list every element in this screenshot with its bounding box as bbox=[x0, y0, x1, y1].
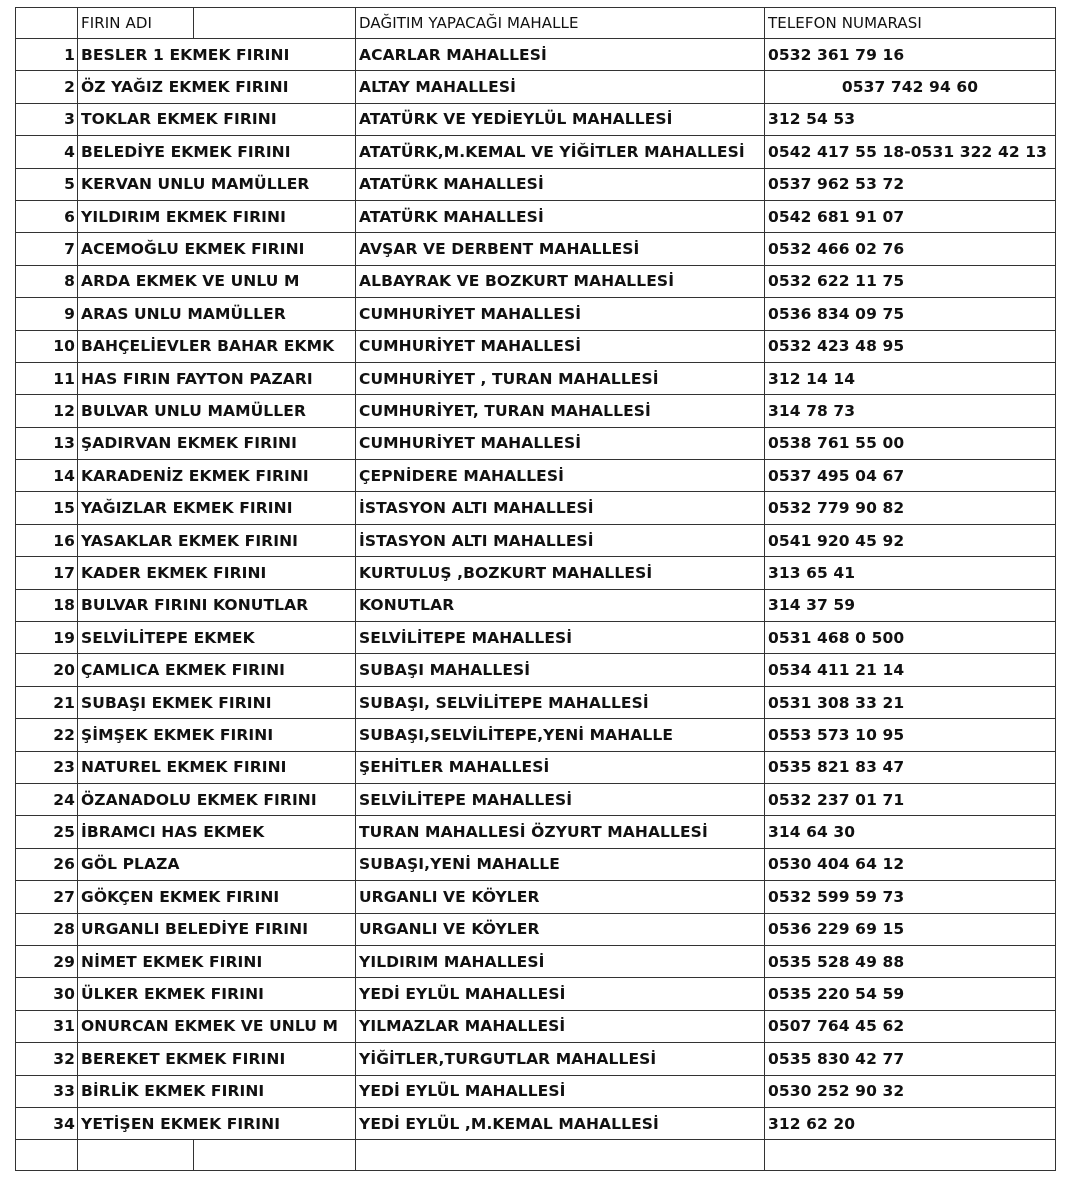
district-name: CUMHURİYET MAHALLESİ bbox=[356, 427, 765, 459]
phone-number: 312 62 20 bbox=[765, 1107, 1056, 1139]
phone-number: 313 65 41 bbox=[765, 557, 1056, 589]
table-row bbox=[16, 233, 1056, 265]
table-row bbox=[16, 589, 1056, 621]
phone-number: 0531 468 0 500 bbox=[765, 622, 1056, 654]
bakery-name: ARAS UNLU MAMÜLLER bbox=[78, 298, 356, 330]
district-name: YILMAZLAR MAHALLESİ bbox=[356, 1010, 765, 1042]
row-number: 1 bbox=[16, 39, 78, 71]
phone-number: 0542 417 55 18-0531 322 42 13 bbox=[765, 136, 1056, 168]
phone-number: 0535 830 42 77 bbox=[765, 1043, 1056, 1075]
bakery-name: KARADENİZ EKMEK FIRINI bbox=[78, 460, 356, 492]
district-name: SUBAŞI,YENİ MAHALLE bbox=[356, 848, 765, 880]
bakery-name: HAS FIRIN FAYTON PAZARI bbox=[78, 362, 356, 394]
district-name: CUMHURİYET MAHALLESİ bbox=[356, 330, 765, 362]
phone-number: 314 37 59 bbox=[765, 589, 1056, 621]
phone-number: 312 54 53 bbox=[765, 103, 1056, 135]
bakery-name: URGANLI BELEDİYE FIRINI bbox=[78, 913, 356, 945]
district-name: KURTULUŞ ,BOZKURT MAHALLESİ bbox=[356, 557, 765, 589]
phone-number: 0538 761 55 00 bbox=[765, 427, 1056, 459]
bakery-name: BİRLİK EKMEK FIRINI bbox=[78, 1075, 356, 1107]
row-number: 28 bbox=[16, 913, 78, 945]
row-number: 24 bbox=[16, 783, 78, 815]
table-row bbox=[16, 492, 1056, 524]
phone-number: 0535 528 49 88 bbox=[765, 945, 1056, 977]
district-name: URGANLI VE KÖYLER bbox=[356, 881, 765, 913]
district-name: KONUTLAR bbox=[356, 589, 765, 621]
empty-cell bbox=[356, 1140, 765, 1171]
district-name: ALTAY MAHALLESİ bbox=[356, 71, 765, 103]
district-name: YEDİ EYLÜL MAHALLESİ bbox=[356, 978, 765, 1010]
district-name: ÇEPNİDERE MAHALLESİ bbox=[356, 460, 765, 492]
row-number: 5 bbox=[16, 168, 78, 200]
phone-number: 0532 361 79 16 bbox=[765, 39, 1056, 71]
table-row bbox=[16, 362, 1056, 394]
table-row bbox=[16, 783, 1056, 815]
row-number: 16 bbox=[16, 524, 78, 556]
row-number: 7 bbox=[16, 233, 78, 265]
row-number: 15 bbox=[16, 492, 78, 524]
phone-number: 312 14 14 bbox=[765, 362, 1056, 394]
bakery-name: GÖL PLAZA bbox=[78, 848, 356, 880]
row-number: 25 bbox=[16, 816, 78, 848]
table-row bbox=[16, 39, 1056, 71]
phone-number: 0536 229 69 15 bbox=[765, 913, 1056, 945]
table-row bbox=[16, 136, 1056, 168]
empty-cell bbox=[16, 1140, 78, 1171]
phone-number: 0507 764 45 62 bbox=[765, 1010, 1056, 1042]
row-number: 20 bbox=[16, 654, 78, 686]
bakery-name: NATUREL EKMEK FIRINI bbox=[78, 751, 356, 783]
empty-row bbox=[16, 1140, 1056, 1171]
table-row bbox=[16, 945, 1056, 977]
district-name: YİĞİTLER,TURGUTLAR MAHALLESİ bbox=[356, 1043, 765, 1075]
district-name: ACARLAR MAHALLESİ bbox=[356, 39, 765, 71]
header-empty-cell bbox=[194, 8, 356, 39]
bakery-name: BULVAR FIRINI KONUTLAR bbox=[78, 589, 356, 621]
table-row bbox=[16, 265, 1056, 297]
table-row bbox=[16, 978, 1056, 1010]
phone-number: 0542 681 91 07 bbox=[765, 200, 1056, 232]
row-number: 12 bbox=[16, 395, 78, 427]
empty-cell bbox=[194, 1140, 356, 1171]
row-number: 29 bbox=[16, 945, 78, 977]
row-number: 33 bbox=[16, 1075, 78, 1107]
table-row bbox=[16, 460, 1056, 492]
table-row bbox=[16, 816, 1056, 848]
district-name: CUMHURİYET , TURAN MAHALLESİ bbox=[356, 362, 765, 394]
table-row bbox=[16, 881, 1056, 913]
empty-cell bbox=[765, 1140, 1056, 1171]
phone-number: 0535 821 83 47 bbox=[765, 751, 1056, 783]
header-number-cell bbox=[16, 8, 78, 39]
row-number: 18 bbox=[16, 589, 78, 621]
bakery-name: YAĞIZLAR EKMEK FIRINI bbox=[78, 492, 356, 524]
district-name: ATATÜRK VE YEDİEYLÜL MAHALLESİ bbox=[356, 103, 765, 135]
bakery-name: YETİŞEN EKMEK FIRINI bbox=[78, 1107, 356, 1139]
bakery-name: ARDA EKMEK VE UNLU M bbox=[78, 265, 356, 297]
row-number: 22 bbox=[16, 719, 78, 751]
bakery-table bbox=[15, 7, 1056, 1171]
table-row bbox=[16, 719, 1056, 751]
table-row bbox=[16, 1075, 1056, 1107]
bakery-name: ACEMOĞLU EKMEK FIRINI bbox=[78, 233, 356, 265]
district-name: YILDIRIM MAHALLESİ bbox=[356, 945, 765, 977]
bakery-name: KADER EKMEK FIRINI bbox=[78, 557, 356, 589]
row-number: 17 bbox=[16, 557, 78, 589]
table-row bbox=[16, 654, 1056, 686]
district-name: ATATÜRK MAHALLESİ bbox=[356, 200, 765, 232]
header-district-cell: DAĞITIM YAPACAĞI MAHALLE bbox=[356, 8, 765, 39]
district-name: CUMHURİYET MAHALLESİ bbox=[356, 298, 765, 330]
table-row bbox=[16, 686, 1056, 718]
row-number: 19 bbox=[16, 622, 78, 654]
bakery-name: ÖZ YAĞIZ EKMEK FIRINI bbox=[78, 71, 356, 103]
phone-number: 0530 252 90 32 bbox=[765, 1075, 1056, 1107]
table-row bbox=[16, 395, 1056, 427]
district-name: CUMHURİYET, TURAN MAHALLESİ bbox=[356, 395, 765, 427]
table-row bbox=[16, 1010, 1056, 1042]
row-number: 30 bbox=[16, 978, 78, 1010]
phone-number: 0532 599 59 73 bbox=[765, 881, 1056, 913]
phone-number: 0537 495 04 67 bbox=[765, 460, 1056, 492]
row-number: 6 bbox=[16, 200, 78, 232]
table-row bbox=[16, 848, 1056, 880]
district-name: İSTASYON ALTI MAHALLESİ bbox=[356, 524, 765, 556]
phone-number: 0531 308 33 21 bbox=[765, 686, 1056, 718]
row-number: 21 bbox=[16, 686, 78, 718]
row-number: 2 bbox=[16, 71, 78, 103]
bakery-name: KERVAN UNLU MAMÜLLER bbox=[78, 168, 356, 200]
district-name: SUBAŞI,SELVİLİTEPE,YENİ MAHALLE bbox=[356, 719, 765, 751]
table-row bbox=[16, 103, 1056, 135]
table-row bbox=[16, 622, 1056, 654]
district-name: YEDİ EYLÜL ,M.KEMAL MAHALLESİ bbox=[356, 1107, 765, 1139]
district-name: SELVİLİTEPE MAHALLESİ bbox=[356, 622, 765, 654]
bakery-name: ÜLKER EKMEK FIRINI bbox=[78, 978, 356, 1010]
table-row bbox=[16, 71, 1056, 103]
bakery-name: ONURCAN EKMEK VE UNLU M bbox=[78, 1010, 356, 1042]
district-name: SUBAŞI, SELVİLİTEPE MAHALLESİ bbox=[356, 686, 765, 718]
table-body bbox=[16, 8, 1056, 1171]
bakery-name: BEREKET EKMEK FIRINI bbox=[78, 1043, 356, 1075]
table-row bbox=[16, 330, 1056, 362]
row-number: 27 bbox=[16, 881, 78, 913]
row-number: 3 bbox=[16, 103, 78, 135]
bakery-name: GÖKÇEN EKMEK FIRINI bbox=[78, 881, 356, 913]
phone-number: 0541 920 45 92 bbox=[765, 524, 1056, 556]
phone-number: 314 64 30 bbox=[765, 816, 1056, 848]
row-number: 4 bbox=[16, 136, 78, 168]
row-number: 13 bbox=[16, 427, 78, 459]
bakery-name: ÇAMLICA EKMEK FIRINI bbox=[78, 654, 356, 686]
district-name: ALBAYRAK VE BOZKURT MAHALLESİ bbox=[356, 265, 765, 297]
phone-number: 0532 423 48 95 bbox=[765, 330, 1056, 362]
phone-number: 0536 834 09 75 bbox=[765, 298, 1056, 330]
table-row bbox=[16, 1043, 1056, 1075]
row-number: 11 bbox=[16, 362, 78, 394]
phone-number: 0532 466 02 76 bbox=[765, 233, 1056, 265]
bakery-name: İBRAMCI HAS EKMEK bbox=[78, 816, 356, 848]
bakery-name: SELVİLİTEPE EKMEK bbox=[78, 622, 356, 654]
district-name: SELVİLİTEPE MAHALLESİ bbox=[356, 783, 765, 815]
district-name: ŞEHİTLER MAHALLESİ bbox=[356, 751, 765, 783]
header-row bbox=[16, 8, 1056, 39]
bakery-name: YILDIRIM EKMEK FIRINI bbox=[78, 200, 356, 232]
bakery-name: ŞİMŞEK EKMEK FIRINI bbox=[78, 719, 356, 751]
bakery-name: BULVAR UNLU MAMÜLLER bbox=[78, 395, 356, 427]
district-name: ATATÜRK MAHALLESİ bbox=[356, 168, 765, 200]
table-row bbox=[16, 557, 1056, 589]
bakery-name: ÖZANADOLU EKMEK FIRINI bbox=[78, 783, 356, 815]
table-row bbox=[16, 200, 1056, 232]
bakery-name: BAHÇELİEVLER BAHAR EKMK bbox=[78, 330, 356, 362]
bakery-name: SUBAŞI EKMEK FIRINI bbox=[78, 686, 356, 718]
row-number: 8 bbox=[16, 265, 78, 297]
row-number: 23 bbox=[16, 751, 78, 783]
district-name: ATATÜRK,M.KEMAL VE YİĞİTLER MAHALLESİ bbox=[356, 136, 765, 168]
district-name: TURAN MAHALLESİ ÖZYURT MAHALLESİ bbox=[356, 816, 765, 848]
district-name: İSTASYON ALTI MAHALLESİ bbox=[356, 492, 765, 524]
district-name: AVŞAR VE DERBENT MAHALLESİ bbox=[356, 233, 765, 265]
row-number: 26 bbox=[16, 848, 78, 880]
phone-number: 0532 237 01 71 bbox=[765, 783, 1056, 815]
district-name: SUBAŞI MAHALLESİ bbox=[356, 654, 765, 686]
phone-number: 0532 622 11 75 bbox=[765, 265, 1056, 297]
phone-number: 0553 573 10 95 bbox=[765, 719, 1056, 751]
header-name-cell: FIRIN ADI bbox=[78, 8, 194, 39]
district-name: YEDİ EYLÜL MAHALLESİ bbox=[356, 1075, 765, 1107]
phone-number: 0537 962 53 72 bbox=[765, 168, 1056, 200]
bakery-name: YASAKLAR EKMEK FIRINI bbox=[78, 524, 356, 556]
row-number: 34 bbox=[16, 1107, 78, 1139]
phone-number: 0535 220 54 59 bbox=[765, 978, 1056, 1010]
phone-number: 0537 742 94 60 bbox=[765, 71, 1056, 103]
row-number: 31 bbox=[16, 1010, 78, 1042]
bakery-name: BELEDİYE EKMEK FIRINI bbox=[78, 136, 356, 168]
empty-cell bbox=[78, 1140, 194, 1171]
bakery-name: BESLER 1 EKMEK FIRINI bbox=[78, 39, 356, 71]
row-number: 10 bbox=[16, 330, 78, 362]
table-row bbox=[16, 1107, 1056, 1139]
bakery-name: ŞADIRVAN EKMEK FIRINI bbox=[78, 427, 356, 459]
row-number: 14 bbox=[16, 460, 78, 492]
bakery-name: TOKLAR EKMEK FIRINI bbox=[78, 103, 356, 135]
phone-number: 0532 779 90 82 bbox=[765, 492, 1056, 524]
header-phone-cell: TELEFON NUMARASI bbox=[765, 8, 1056, 39]
phone-number: 314 78 73 bbox=[765, 395, 1056, 427]
table-row bbox=[16, 524, 1056, 556]
row-number: 9 bbox=[16, 298, 78, 330]
bakery-distribution-sheet bbox=[15, 7, 1056, 1171]
table-row bbox=[16, 427, 1056, 459]
phone-number: 0530 404 64 12 bbox=[765, 848, 1056, 880]
row-number: 32 bbox=[16, 1043, 78, 1075]
district-name: URGANLI VE KÖYLER bbox=[356, 913, 765, 945]
table-row bbox=[16, 298, 1056, 330]
bakery-name: NİMET EKMEK FIRINI bbox=[78, 945, 356, 977]
table-row bbox=[16, 168, 1056, 200]
phone-number: 0534 411 21 14 bbox=[765, 654, 1056, 686]
table-row bbox=[16, 751, 1056, 783]
table-row bbox=[16, 913, 1056, 945]
